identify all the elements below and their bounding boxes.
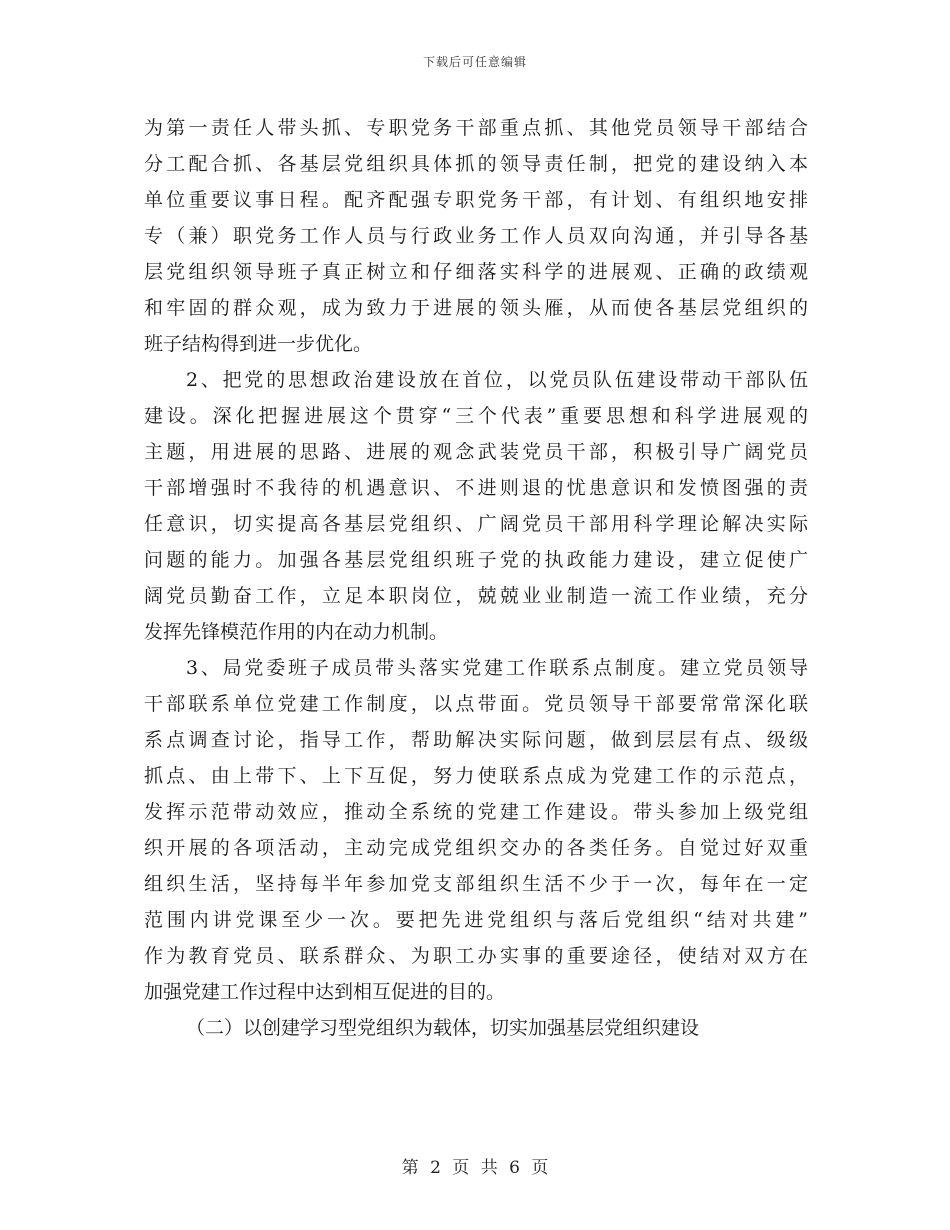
paragraph-start-line: 2、把党的思想政治建设放在首位，以党员队伍建设带动干部队伍 — [186, 369, 808, 391]
text-line: 干部增强时不我待的机遇意识、不进则退的忧患意识和发愤图强的责 — [144, 477, 808, 499]
text-line: 抓点、由上带下、上下互促，努力使联系点成为党建工作的示范点， — [144, 765, 808, 787]
text-line: 问题的能力。加强各基层党组织班子党的执政能力建设，建立促使广 — [144, 549, 808, 571]
text-line: 织开展的各项活动，主动完成党组织交办的各类任务。自觉过好双重 — [144, 837, 808, 859]
text-line: 建设。深化把握进展这个贯穿“三个代表”重要思想和科学进展观的 — [144, 405, 808, 427]
text-line: 发挥示范带动效应，推动全系统的党建工作建设。带头参加上级党组 — [144, 801, 808, 823]
text-line: 单位重要议事日程。配齐配强专职党务干部，有计划、有组织地安排 — [144, 189, 808, 211]
text-line: 作为教育党员、联系群众、为职工办实事的重要途径，使结对双方在 — [144, 945, 808, 967]
text-line: 专（兼）职党务工作人员与行政业务工作人员双向沟通，并引导各基 — [144, 225, 808, 247]
text-line: 任意识，切实提高各基层党组织、广阔党员干部用科学理论解决实际 — [144, 513, 808, 535]
document-body — [144, 110, 808, 1046]
text-line: 范围内讲党课至少一次。要把先进党组织与落后党组织“结对共建” — [144, 909, 808, 931]
section-heading: （二）以创建学习型党组织为载体，切实加强基层党组织建设 — [186, 1017, 700, 1039]
text-line: 加强党建工作过程中达到相互促进的目的。 — [144, 981, 506, 1003]
paragraph-start-line: 3、局党委班子成员带头落实党建工作联系点制度。建立党员领导 — [186, 657, 808, 679]
text-line: 班子结构得到进一步优化。 — [144, 333, 373, 355]
page-footer: 第 2 页 共 6 页 — [401, 1158, 549, 1178]
text-line: 为第一责任人带头抓、专职党务干部重点抓、其他党员领导干部结合 — [144, 117, 808, 139]
text-line: 发挥先锋模范作用的内在动力机制。 — [144, 621, 449, 643]
page-header: 下载后可任意编辑 — [422, 55, 527, 69]
text-line: 主题，用进展的思路、进展的观念武装党员干部，积极引导广阔党员 — [144, 441, 808, 463]
text-line: 组织生活，坚持每半年参加党支部组织生活不少于一次，每年在一定 — [144, 873, 808, 895]
text-line: 层党组织领导班子真正树立和仔细落实科学的进展观、正确的政绩观 — [144, 261, 808, 283]
text-line: 阔党员勤奋工作，立足本职岗位，兢兢业业制造一流工作业绩，充分 — [144, 585, 808, 607]
text-line: 分工配合抓、各基层党组织具体抓的领导责任制，把党的建设纳入本 — [144, 153, 808, 175]
text-line: 系点调查讨论，指导工作，帮助解决实际问题，做到层层有点、级级 — [144, 729, 808, 751]
text-line: 和牢固的群众观，成为致力于进展的领头雁，从而使各基层党组织的 — [144, 297, 808, 319]
text-line: 干部联系单位党建工作制度，以点带面。党员领导干部要常常深化联 — [144, 693, 808, 715]
